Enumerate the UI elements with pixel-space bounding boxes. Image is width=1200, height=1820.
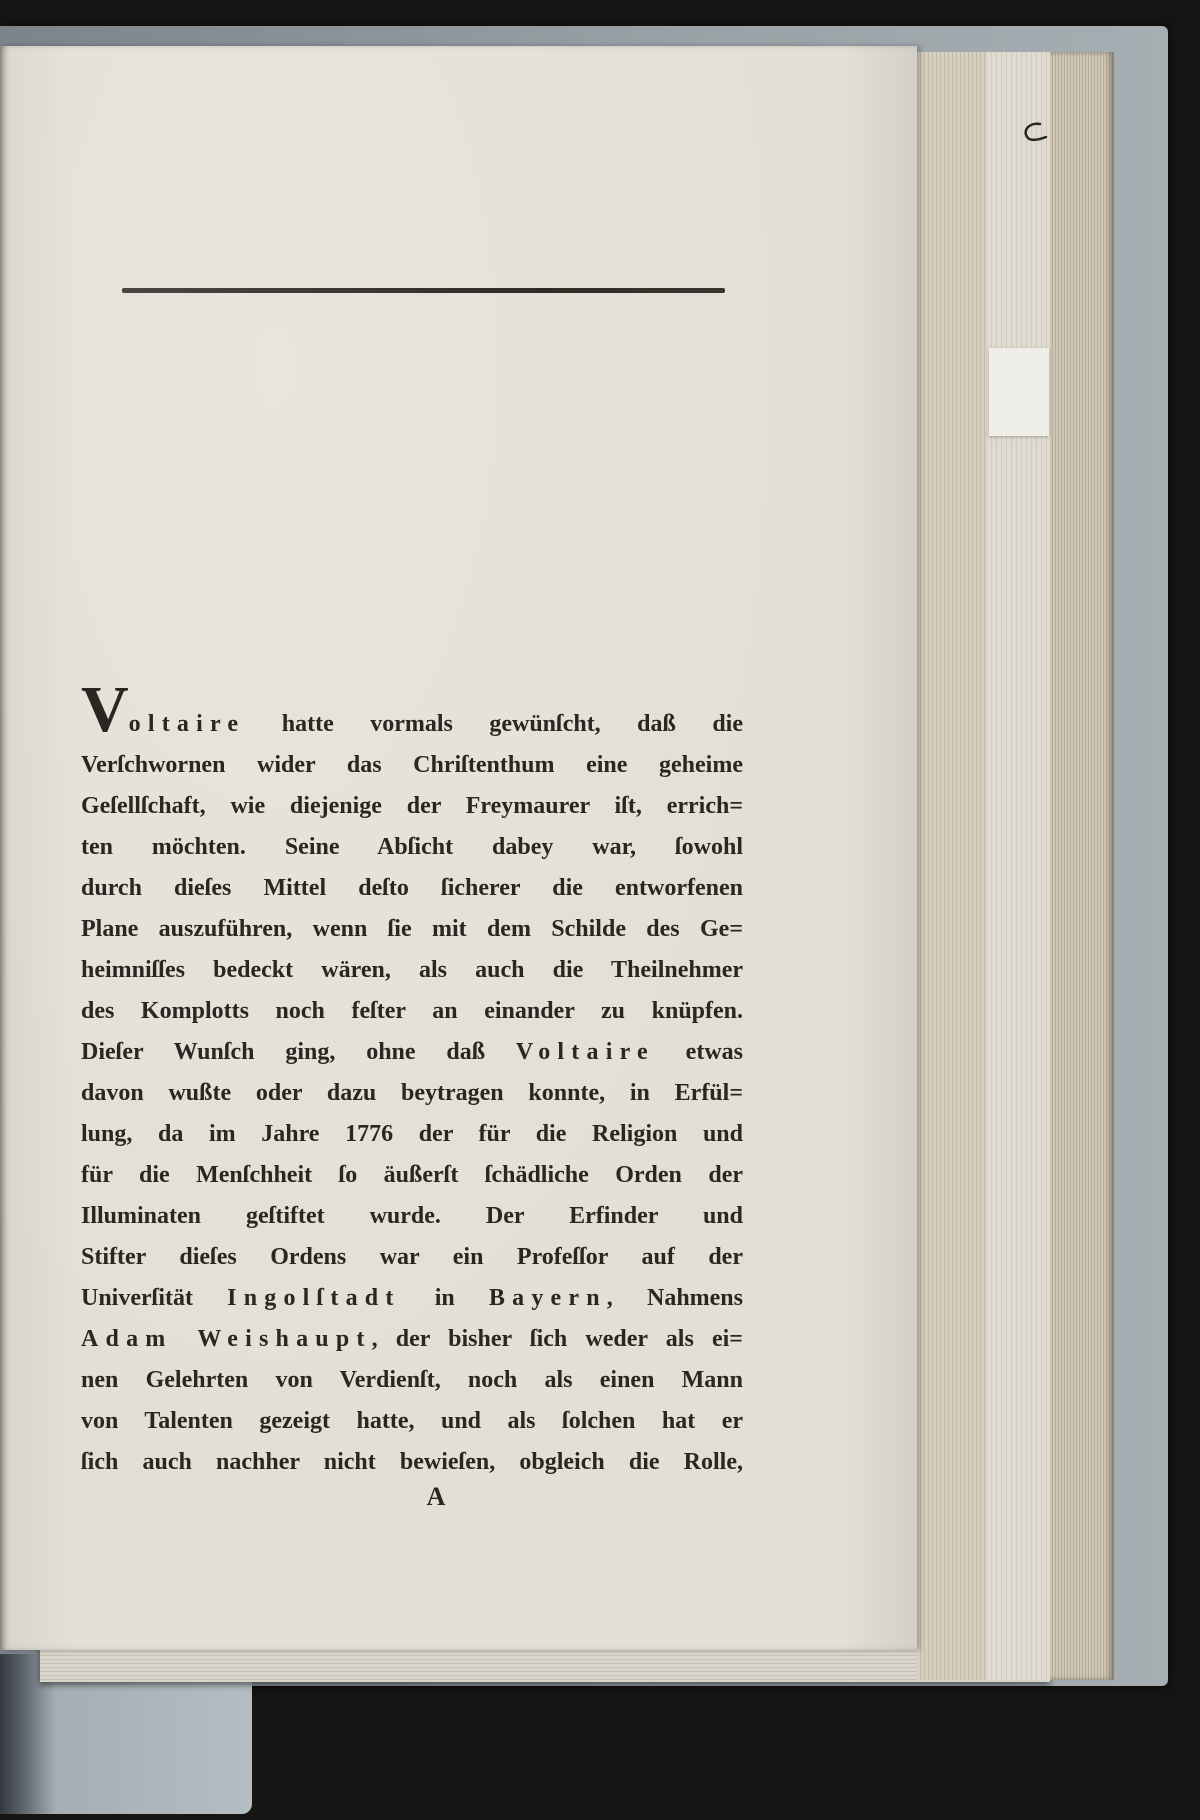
page-stack-right-edge [917, 52, 1114, 1680]
text-line: ſich auch nachher nicht bewieſen, obgleich die Rolle, [81, 1449, 743, 1475]
text-line: durch dieſes Mittel deſto ſicherer die entworfenen [81, 875, 743, 901]
spaced-word: oltaire [128, 711, 246, 737]
spaced-word: Bayern [488, 1285, 607, 1311]
text-line [81, 1032, 743, 1073]
text-line: Verſchwornen wider das Chriſtenthum eine geheime [81, 752, 743, 778]
page-edge-band [917, 52, 987, 1680]
text-line: Illuminaten geſtiftet wurde. Der Erfinder und [81, 1203, 743, 1229]
spaced-word: Adam Weishaupt [81, 1326, 372, 1352]
text-line: heimniſſes bedeckt wären, als auch die Theilnehmer [81, 957, 743, 983]
text-line: ten möchten. Seine Abſicht dabey war, ſowohl [81, 834, 743, 860]
text-line: nen Gelehrten von Verdienſt, noch als einen Mann [81, 1367, 743, 1393]
paper-slip-bookmark [989, 348, 1049, 436]
header-rule [122, 288, 725, 293]
book-page [0, 46, 917, 1650]
text-line: des Komplotts noch feſter an einander zu knüpfen. [81, 998, 743, 1024]
text-line: Geſellſchaft, wie diejenige der Freymaurer iſt, errich= [81, 793, 743, 819]
drop-cap-initial: V [81, 673, 129, 746]
line-text: Univerſität [81, 1285, 228, 1311]
text-line: Plane auszuführen, wenn ſie mit dem Schilde des Ge= [81, 916, 743, 942]
text-line [81, 1278, 743, 1319]
spaced-word: Ingolſtadt [227, 1285, 401, 1311]
line-text: etwas [654, 1039, 743, 1065]
body-text [81, 673, 743, 1483]
text-line: davon wußte oder dazu beytragen konnte, in Erfül= [81, 1080, 743, 1106]
text-line: für die Menſchheit ſo äußerſt ſchädliche Orden der [81, 1162, 743, 1188]
page-edge-band [1050, 52, 1114, 1680]
line-text: , der bisher ſich weder als ei= [371, 1326, 743, 1352]
text-line [81, 673, 743, 746]
page-edge-band [987, 52, 1050, 1680]
text-line: von Talenten gezeigt hatte, und als ſolchen hat er [81, 1408, 743, 1434]
line-text: , Nahmens [606, 1285, 743, 1311]
line-text: in [400, 1285, 489, 1311]
text-line: Stifter dieſes Ordens war ein Profeſſor auf der [81, 1244, 743, 1270]
line-text: hatte vormals gewünſcht, daß die [245, 711, 743, 737]
ink-mark-icon [1016, 118, 1050, 148]
signature-mark: A [426, 1482, 446, 1511]
line-text: Dieſer Wunſch ging, ohne daß [81, 1039, 516, 1065]
text-line [81, 1319, 743, 1360]
spaced-word: Voltaire [515, 1039, 655, 1065]
text-line: lung, da im Jahre 1776 der für die Religion und [81, 1121, 743, 1147]
